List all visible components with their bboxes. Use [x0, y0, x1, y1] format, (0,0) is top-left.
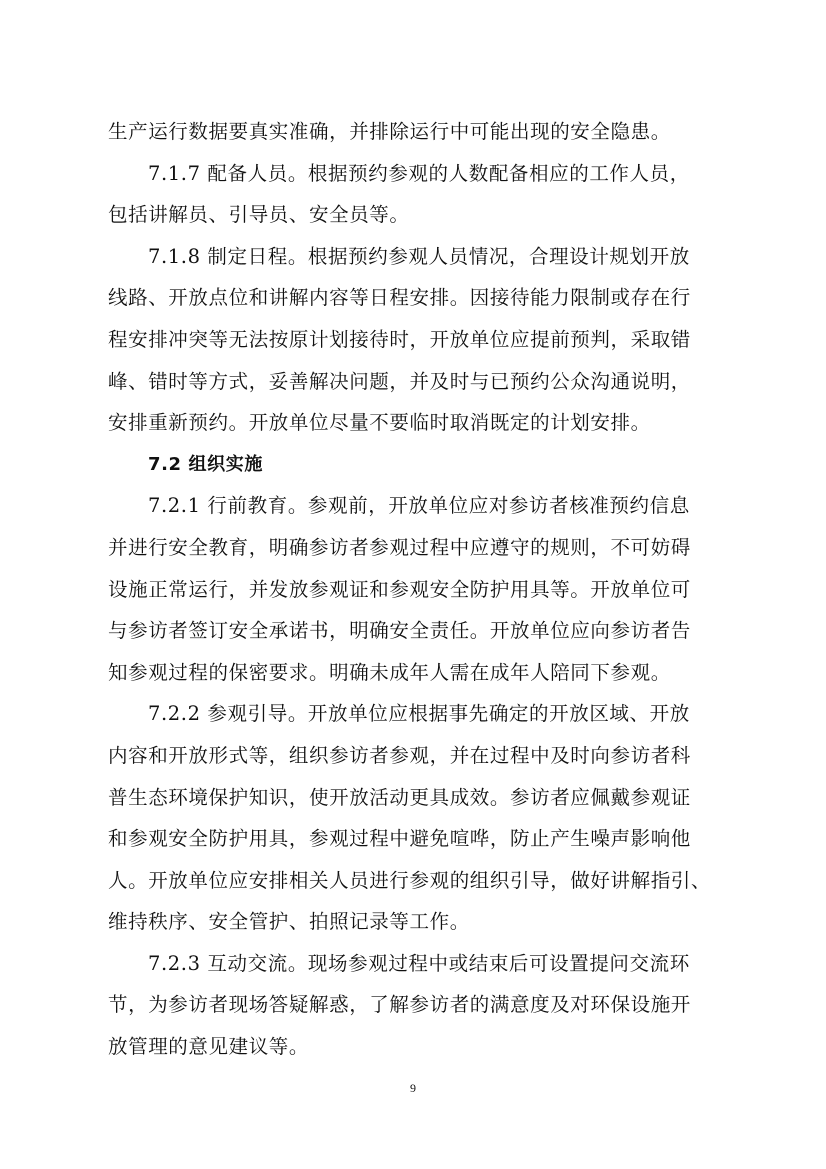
- section-heading: 7.2 组织实施: [148, 453, 263, 475]
- paragraph-line: 峰、错时等方式，妥善解决问题，并及时与已预约公众沟通说明，: [108, 369, 691, 393]
- document-body: [108, 111, 720, 1068]
- paragraph-line: 内容和开放形式等，组织参访者参观，并在过程中及时向参访者科: [108, 743, 691, 767]
- paragraph-line: 人。开放单位应安排相关人员进行参观的组织引导，做好讲解指引、: [108, 868, 712, 892]
- paragraph-line: 7.2.1 行前教育。参观前，开放单位应对参访者核准预约信息: [148, 494, 690, 518]
- paragraph-line: 知参观过程的保密要求。明确未成年人需在成年人陪同下参观。: [108, 660, 671, 684]
- paragraph-line: 程安排冲突等无法按原计划接待时，开放单位应提前预判，采取错: [108, 327, 691, 351]
- paragraph-line: 7.2.3 互动交流。现场参观过程中或结束后可设置提问交流环: [148, 951, 690, 975]
- paragraph-line: 安排重新预约。开放单位尽量不要临时取消既定的计划安排。: [108, 411, 651, 435]
- paragraph-line: 设施正常运行，并发放参观证和参观安全防护用具等。开放单位可: [108, 577, 691, 601]
- paragraph-line: 放管理的意见建议等。: [108, 1035, 310, 1059]
- paragraph-line: 维持秩序、安全管护、拍照记录等工作。: [108, 910, 470, 934]
- paragraph-line: 节，为参访者现场答疑解惑，了解参访者的满意度及对环保设施开: [108, 993, 691, 1017]
- paragraph-line: 包括讲解员、引导员、安全员等。: [108, 203, 410, 227]
- paragraph-line: 7.1.8 制定日程。根据预约参观人员情况，合理设计规划开放: [148, 244, 690, 268]
- paragraph-line: 和参观安全防护用具，参观过程中避免喧哗，防止产生噪声影响他: [108, 827, 691, 851]
- paragraph-line: 与参访者签订安全承诺书，明确安全责任。开放单位应向参访者告: [108, 619, 691, 643]
- page-number: 9: [410, 1081, 416, 1095]
- paragraph-line: 7.1.7 配备人员。根据预约参观的人数配备相应的工作人员，: [148, 161, 690, 185]
- paragraph-line: 普生态环境保护知识，使开放活动更具成效。参访者应佩戴参观证: [108, 785, 691, 809]
- paragraph-line: 7.2.2 参观引导。开放单位应根据事先确定的开放区域、开放: [148, 702, 690, 726]
- paragraph-line: 生产运行数据要真实准确，并排除运行中可能出现的安全隐患。: [108, 120, 671, 143]
- paragraph-line: 并进行安全教育，明确参访者参观过程中应遵守的规则，不可妨碍: [108, 535, 691, 559]
- paragraph-line: 线路、开放点位和讲解内容等日程安排。因接待能力限制或存在行: [108, 286, 691, 310]
